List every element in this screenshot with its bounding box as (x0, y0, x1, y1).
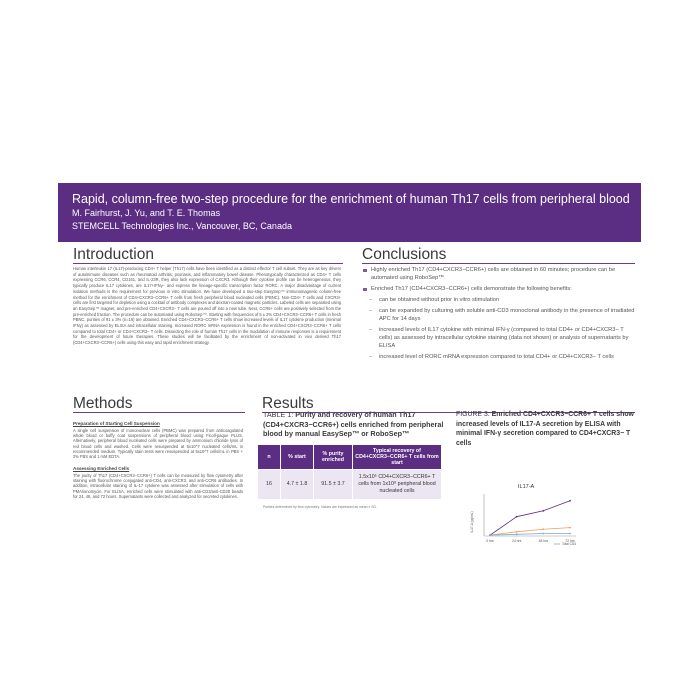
conclusion-sub-item: – increased levels of IL17 cytokine with minimal IFN-γ (compared to total CD4+ or CD4+CXCR3− T cells) as assessed by intracellular cytokine staining (data not shown) or analysis of supernatants by ELISA (369, 326, 635, 350)
chart-title: IL17-A (518, 484, 535, 490)
series-line (490, 501, 570, 535)
y-axis-label: IL17-A (pg/mL) (470, 511, 474, 533)
il17a-line-chart (466, 480, 616, 550)
data-point (542, 533, 544, 535)
conclusion-sub-item: – can be obtained without prior in vitro stimulation (369, 296, 635, 304)
table-cell: 1.5x10⁵ CD4+CXCR3−CCR6+ T cells from 1x10⁸ peripheral blood nucleated cells (353, 470, 442, 500)
table-header-cell: % start (281, 445, 314, 470)
table-header-cell: n (258, 445, 281, 470)
conclusion-bullet: Enriched Th17 (CD4+CXCR3−CCR6+) cells demonstrate the following benefits: (363, 285, 635, 293)
table-header-row (258, 445, 442, 470)
table-cell: 4.7 ± 1.8 (281, 470, 314, 500)
poster-title: Rapid, column-free two-step procedure for the enrichment of human Th17 cells from peripheral blood (72, 192, 630, 206)
introduction-rule (73, 263, 343, 264)
figure-caption-text: Enriched CD4+CXCR3−CCR6+ T cells show increased levels of IL17-A secretion by ELISA with minimal IFN-γ secretion compared to CD4+CXCR3− T cells (456, 411, 634, 447)
data-point (516, 533, 518, 535)
figure-caption-label: FIGURE 3: (456, 411, 490, 418)
conclusions-list (363, 266, 635, 364)
conclusion-bullet: Highly enriched Th17 (CD4+CXCR3−CCR6+) cells are obtained in 60 minutes; procedure can be automated using RoboSep™ (363, 266, 635, 282)
introduction-text: Human interleukin 17 (IL17)-producing CD4+ T helper (Th17) cells have been identified as a distinct effector T cell subset. They are as key drivers of autoimmune diseases such as rheumatoid arthritis, psoriasis, and inflammatory bowel disease. Phenotypically characterized as CD4+ T cells expressing CCR6, CCR4, CD161, and IL-23R, they also lack expression of CXCR3. Although their cytokine profile can be heterogeneous, they typically produce IL17 cytokines, are IL17+IFNγ− and express the lineage-specific transcription factor RORC. A major disadvantage of current isolation methods is the requirement for previous in vitro stimulation. We have developed a two-step EasySep™ immunomagnetic column-free method for the enrichment of CD4+CXCR3−CCR6+ T cells from fresh peripheral blood nucleated cells (PBNC). Non-CD4+ T cells and CXCR3+ cells are first targeted for depletion using a cocktail of antibody complexes and dextran-coated magnetic particles. Labeled cells are separated using an EasySep™ magnet, and pre-enriched CD4+CXCR3− T cells are poured off into a new tube. Next, CCR6+ cells are positively selected from the pre-enriched fraction. The procedure can be automated using RoboSep™. Starting with frequencies of 5 ± 2% CD4+CXCR3−CCR6+ T cells in fresh PBNC, purities of 91 ± 3% (n=16) are obtained. Enriched CD4+CXCR3−CCR6+ T cells show increased levels of IL17 cytokine production (minimal IFNγ) as assessed by ELISA and intracellular staining. Increased RORC mRNA expression is found in the enriched CD4+CXCR3−CCR6+ T cells compared to total CD4+ or CD4+CXCR3− T cells. Dissecting the role of human Th17 cells in the modulation of immune responses is a requirement for the development of future therapies. These studies will be facilitated by the enrichment of non-activated in vivo derived Th17 (CD4+CXCR3−CCR6+) cells using this easy and rapid enrichment strategy. (73, 266, 341, 346)
introduction-heading: Introduction (73, 246, 154, 263)
data-point (542, 528, 544, 530)
data-point (569, 500, 571, 502)
methods-text: A single cell suspension of mononuclear cells (PBMC) was prepared from anticoagulated whole blood or buffy coat suspensions of peripheral blood using Ficoll-paque PLUS. Alternatively, peripheral blood nucleated cells were prepared by ammonium chloride lysis of red blood cells and washed. Cells were resuspended at 5x10^7 nucleated cells/mL in recommended medium. Typically stain tests were resuspended at 5x10^7 cells/mL in PBS + 2% FBS and 1 mM EDTA. (73, 428, 243, 460)
figure-caption (456, 410, 636, 448)
conclusions-rule (362, 263, 635, 264)
authors: M. Fairhurst, J. Yu, and T. E. Thomas (72, 208, 221, 218)
table-caption-label: TABLE 1: (263, 410, 294, 419)
methods-subheading: Assessing Enriched Cells (73, 466, 130, 471)
results-table (257, 444, 442, 500)
table-row (258, 470, 442, 500)
table-cell: 16 (258, 470, 281, 500)
methods-text: The purity of Th17 (CD4+CXCR3−CCR6+) T cells can be measured by flow cytometry after staining with fluorochrome conjugated anti-CD4, anti-CXCR3, and anti-CCR6 antibodies. In addition, intracellular staining of IL-17 cytokine was assessed after stimulation of cells with PMA/ionomycin. For ELISA, enriched cells were stimulated with anti-CD3/anti-CD28 beads for 24, 48, and 72 hours. Supernatants were collected and analyzed for secreted cytokines. (73, 473, 243, 499)
table-header-cell: Typical recovery of CD4+CXCR3−CCR6+ T cells from start (353, 445, 442, 470)
methods-heading: Methods (73, 395, 133, 412)
data-point (489, 534, 491, 536)
title-banner (58, 183, 641, 242)
methods-subheading: Preparation of Starting Cell Suspension (73, 421, 160, 426)
methods-rule (73, 412, 245, 413)
data-point (542, 510, 544, 512)
x-tick-label: 24 hrs (511, 539, 522, 543)
data-point (569, 527, 571, 529)
data-point (516, 531, 518, 533)
conclusion-sub-item: – increased level of RORC mRNA expression compared to total CD4+ or CD4+CXCR3− T cells (369, 353, 635, 361)
results-heading: Results (262, 395, 314, 412)
conclusion-sub-item: – can be expanded by culturing with soluble anti-CD3 monoclonal antibody in the presence of irradiated APC for 14 days (369, 307, 635, 323)
table-cell: 91.5 ± 3.7 (314, 470, 353, 500)
table-footnote: Purities determined by flow cytometry. Values are expressed as mean ± SD. (263, 505, 377, 509)
conclusions-heading: Conclusions (362, 246, 447, 263)
table-caption (263, 410, 445, 439)
x-tick-label: 72 hrs (565, 539, 575, 543)
affiliation: STEMCELL Technologies Inc., Vancouver, BC, Canada (72, 221, 292, 231)
x-tick-label: 48 hrs (538, 539, 549, 543)
table-header-cell: % purity enriched (314, 445, 353, 470)
table-caption-text: Purity and recovery of human Th17 (CD4+CXCR3−CCR6+) cells enriched from peripheral blood by manual EasySep™ or RoboSep™ (263, 410, 444, 438)
data-point (516, 516, 518, 518)
x-tick-label: 0 hrs (486, 539, 494, 543)
data-point (569, 533, 571, 535)
legend-label: Total CD4 (562, 542, 576, 546)
